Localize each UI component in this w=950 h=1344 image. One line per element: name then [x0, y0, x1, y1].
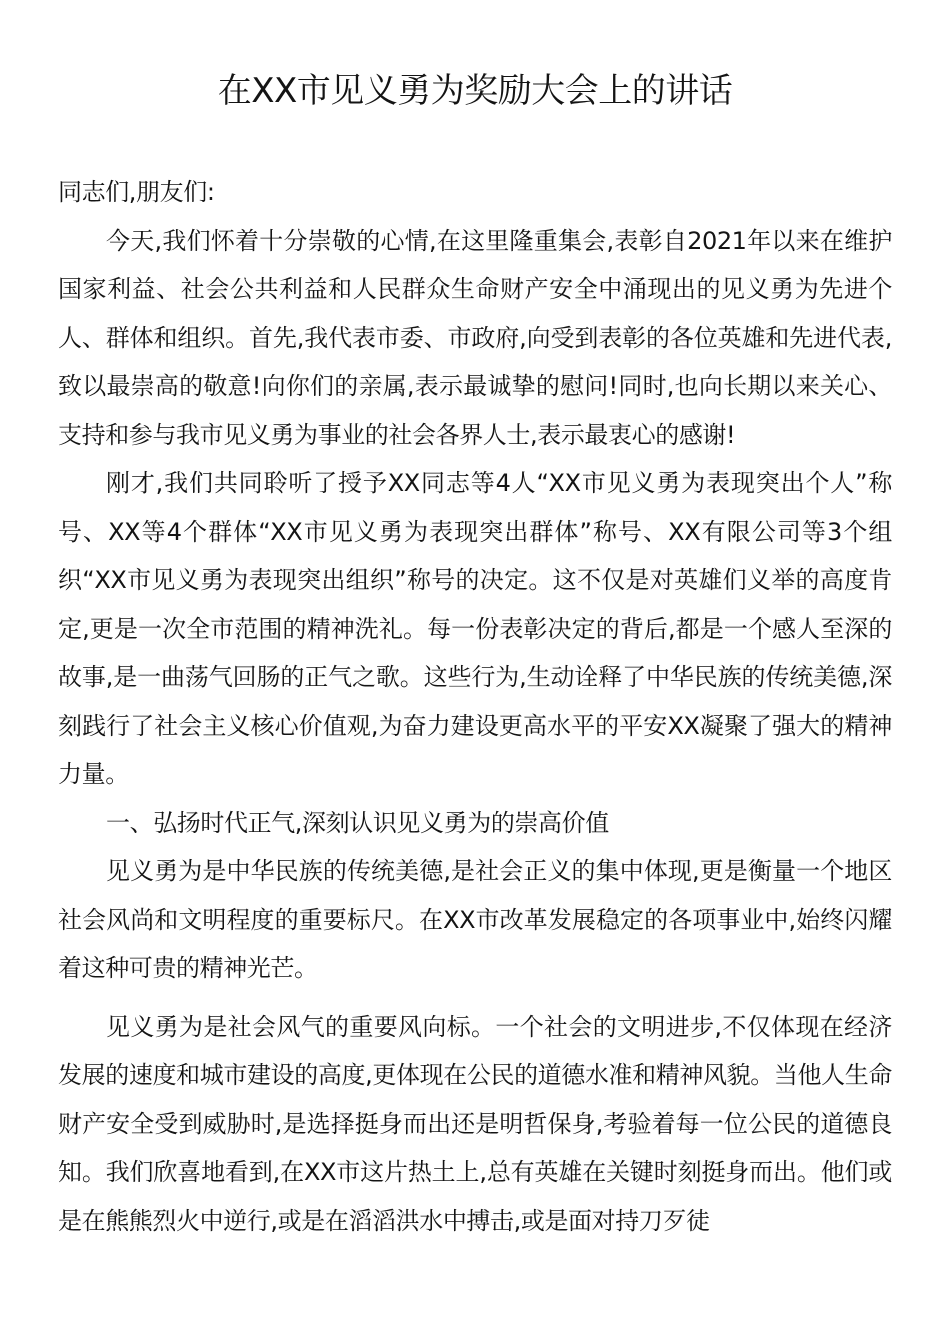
section-heading: 一、弘扬时代正气,深刻认识见义勇为的崇高价值 — [106, 808, 609, 837]
salutation: 同志们,朋友们: — [58, 178, 215, 206]
speech-body — [58, 168, 892, 1245]
paragraph-social-trend: 见义勇为是社会风气的重要风向标。一个社会的文明进步,不仅体现在经济发展的速度和城市建设的高度,更体现在公民的道德水准和精神风貌。当他人生命财产安全受到威胁时,是选择挺身而出还是明哲保身,考验着每一位公民的道德良知。我们欣喜地看到,在XX市这片热土上,总有英雄在关键时刻挺身而出。他们或是在熊熊烈火中逆行,或是在滔滔洪水中搏击,或是面对持刀歹徒 — [58, 1012, 892, 1235]
page-title: 在XX市见义勇为奖励大会上的讲话 — [217, 71, 733, 111]
paragraph-decision: 刚才,我们共同聆听了授予XX同志等4人“XX市见义勇为表现突出个人”称号、XX等4个群体“XX市见义勇为表现突出群体”称号、XX有限公司等3个组织“XX市见义勇为表现突出组织”称号的决定。这不仅是对英雄们义举的高度肯定,更是一次全市范围的精神洗礼。每一份表彰决定的背后,都是一个感人至深的故事,是一曲荡气回肠的正气之歌。这些行为,生动诠释了中华民族的传统美德,深刻践行了社会主义核心价值观,为奋力建设更高水平的平安XX凝聚了强大的精神力量。 — [58, 469, 892, 788]
paragraph-opening: 今天,我们怀着十分崇敬的心情,在这里隆重集会,表彰自2021年以来在维护国家利益、社会公共利益和人民群众生命财产安全中涌现出的见义勇为先进个人、群体和组织。首先,我代表市委、市政府,向受到表彰的各位英雄和先进代表,致以最崇高的敬意!向你们的亲属,表示最诚挚的慰问!同时,也向长期以来关心、支持和参与我市见义勇为事业的社会各界人士,表示最衷心的感谢! — [58, 226, 892, 449]
paragraph-virtue: 见义勇为是中华民族的传统美德,是社会正义的集中体现,更是衡量一个地区社会风尚和文明程度的重要标尺。在XX市改革发展稳定的各项事业中,始终闪耀着这种可贵的精神光芒。 — [58, 857, 892, 982]
